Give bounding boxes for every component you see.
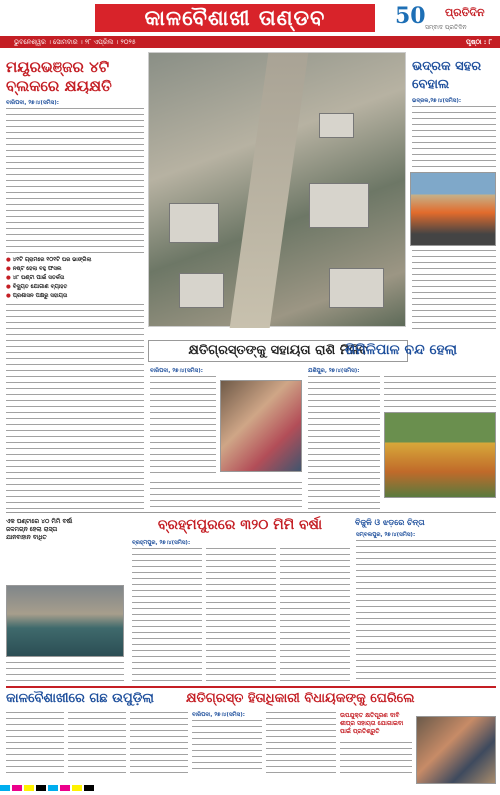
bullet-item: ● ବିଦ୍ୟୁତ ଯୋଗାଣ ବ୍ୟାହତ — [6, 284, 68, 290]
body-text-bottom-col6 — [340, 742, 412, 774]
body-text-bhadrak — [412, 106, 496, 168]
body-text-aid — [150, 376, 216, 476]
divider-red — [6, 686, 496, 688]
side-headings-berhampur — [6, 518, 124, 542]
byline-mayurbhanj: ବାରିପଦା, ୨୭।୪(ସମିସ): — [6, 100, 59, 106]
body-text-bottom-col1 — [6, 712, 64, 774]
body-text-similipal-right — [384, 376, 496, 408]
masthead — [0, 0, 500, 34]
body-text-berhampur-col1 — [132, 548, 202, 682]
byline-bhadrak: ଭଦ୍ରକ,୨୭।୪(ସମିସ): — [412, 98, 462, 104]
dateline: ଭୁବନେଶ୍ୱର । ସୋମବାର । ୨୮ ଏପ୍ରିଲ । ୨୦୨୫ — [14, 38, 136, 46]
page-title: କାଳବୈଶାଖୀ ତାଣ୍ଡବ — [95, 4, 375, 32]
body-text-mayurbhanj — [6, 108, 144, 253]
page-number: ପୃଷ୍ଠା : ୮ — [466, 38, 492, 46]
bullet-item: ● ପ୍ରଶାସନ ପକ୍ଷରୁ ସହାୟତା — [6, 293, 68, 299]
subheads-bottom — [340, 712, 414, 736]
bullet-list-mayurbhanj — [6, 256, 144, 301]
byline-bottom: ବାରିପଦା, ୨୭।୪(ସମିସ): — [192, 712, 245, 718]
body-text-bhadrak-continued — [412, 250, 496, 334]
headline-aid: କ୍ଷତିଗ୍ରସ୍ତଙ୍କୁ ସହାୟତା ରାଶି ମିଳିବ — [148, 340, 408, 362]
photo-relief-distribution — [220, 380, 302, 472]
byline-lightning: ସମ୍ବଲପୁର, ୨୭।୪(ସମିସ): — [356, 532, 416, 538]
headline-tree-uprooted: କାଳବୈଶାଖୀରେ ଗଛ ଉପୁଡ଼ିଲା — [6, 691, 154, 706]
body-text-berhampur-col2 — [206, 548, 276, 682]
byline-aid: ବାରିପଦା, ୨୭।୪(ସମିସ): — [150, 368, 203, 374]
photo-waterlogged-road — [6, 585, 124, 657]
subhead: ଶୀଘ୍ର ସହାୟତା ଯୋଗାଇବା ପାଇଁ ପ୍ରତିଶ୍ରୁତି — [340, 720, 404, 735]
headline-berhampur: ବ୍ରହ୍ମପୁରରେ ୩୨୦ ମିମି ବର୍ଷା — [157, 517, 323, 533]
body-text-bottom-col3 — [130, 712, 188, 774]
registration-marks — [0, 776, 500, 786]
side-heading: ଯାନବାହାନ ବାଧିତ — [6, 534, 47, 541]
photo-damaged-village — [148, 52, 406, 327]
side-heading: ଏକ ଘଣ୍ଟାରେ ୪୦ ମିମି ବର୍ଷା — [6, 518, 73, 525]
headline-mayurbhanj: ମୟୂରଭଞ୍ଜର ୪ଟି ବ୍ଲକରେ କ୍ଷୟକ୍ଷତି — [6, 58, 112, 95]
byline-berhampur: ବ୍ରହ୍ମପୁର, ୨୭।୪(ସମିସ): — [132, 540, 191, 546]
side-heading: ଜଳମଗ୍ନ ହେଲା ରାସ୍ତା — [6, 526, 58, 533]
newspaper-name: ପ୍ରତିଦିନ — [445, 6, 485, 19]
headline-bhadrak: ଭଦ୍ରକ ସହର ବେହାଲ — [412, 59, 482, 92]
body-text-similipal — [308, 376, 380, 510]
body-text-mayurbhanj-continued — [6, 304, 144, 514]
photo-bus-street — [410, 172, 496, 246]
bullet-item: ● ନଷ୍ଟ ହେଲା ବହୁ ଫସଲ — [6, 266, 62, 272]
body-text-bottom-col2 — [68, 712, 126, 774]
headline-beneficiaries: କ୍ଷତିଗ୍ରସ୍ତ ହିତାଧିକାରୀ ବିଧାୟକଙ୍କୁ ଘେରିଲେ — [186, 691, 415, 706]
bullet-item: ● ୪୮ ଘଣ୍ଟା ପାଇଁ ସତର୍କତା — [6, 275, 65, 281]
bullet-item: ● ୪୧ଟି ଗ୍ରାମରେ ୧୦୧ଟି ଘର ଭାଙ୍ଗିଲା — [6, 257, 92, 263]
dateline-bar — [0, 36, 500, 48]
body-text-lightning — [356, 540, 496, 682]
photo-similipal-gate — [384, 412, 496, 498]
body-text-berhampur-left — [6, 662, 124, 686]
headline-lightning: ବିଜୁଳି ଓ ଝଡ଼ରେ ଚିନ୍ତା — [355, 518, 425, 527]
photo-crowd-mla — [416, 716, 496, 784]
body-text-bottom-col4 — [192, 720, 262, 774]
photo-caption-aid — [150, 482, 302, 510]
anniversary-logo: 50 — [395, 3, 426, 29]
subhead: ଉପଯୁକ୍ତ କ୍ଷତିପୂରଣ ଦାବି — [340, 712, 400, 719]
byline-similipal: ଯଶିପୁର, ୨୭।୪(ସମିସ): — [308, 368, 360, 374]
newspaper-tagline: ସମ୍ବାଦ ପ୍ରତିଦିନ — [425, 24, 467, 31]
body-text-bottom-col5 — [266, 712, 336, 774]
body-text-berhampur-col3 — [280, 548, 350, 682]
headline-similipal: ଶିମିଳିପାଳ ବନ୍ଦ ହେଲା — [344, 342, 458, 358]
divider — [6, 512, 496, 513]
